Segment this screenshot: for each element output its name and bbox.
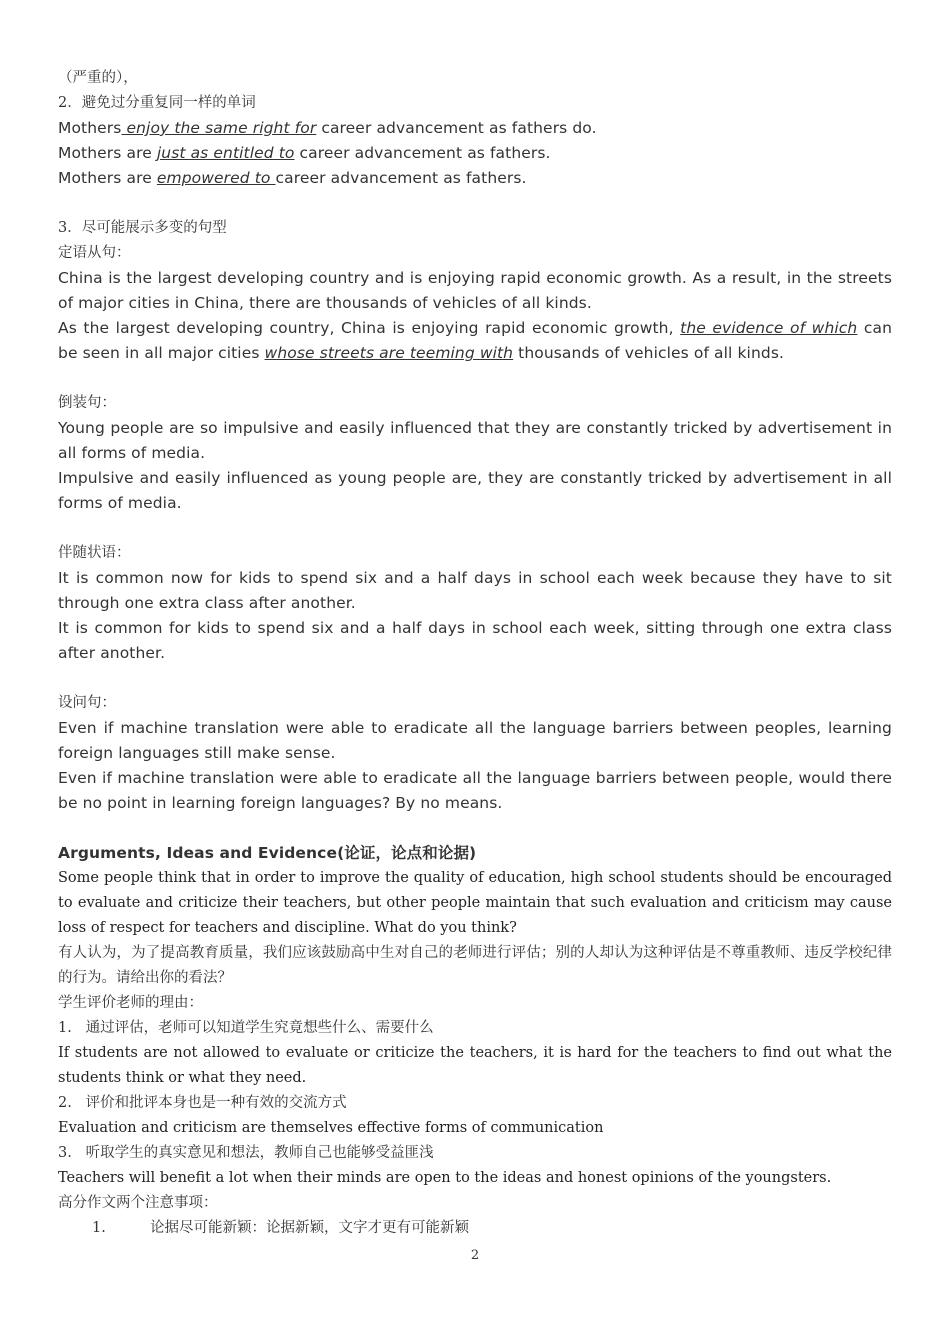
rhetorical-rewrite: Even if machine translation were able to eradicate all the language barriers between people, would there be no point in learning foreign languages? By no means. <box>58 769 892 812</box>
attributive-rewrite: As the largest developing country, China is enjoying rapid economic growth, the evidence of which can be seen in all major cities whose streets are teeming with thousands of vehicles of all kinds. <box>58 319 893 362</box>
sentence-s2: Mothers are just as entitled to career advancement as fathers. <box>58 144 551 162</box>
document-page <box>58 66 892 1241</box>
sentence-s3: Mothers are empowered to career advancement as fathers. <box>58 169 527 187</box>
adverbial-rewrite: It is common for kids to spend six and a half days in school each week, sitting through one extra class after another. <box>58 619 892 662</box>
tip-1: 1. 论据尽可能新颖：论据新颖，文字才更有可能新颖 <box>92 1220 469 1236</box>
spacer <box>58 366 892 391</box>
reason-2-en: Evaluation and criticism are themselves effective forms of communication <box>58 1120 604 1136</box>
prompt-english: Some people think that in order to improve the quality of education, high school students should be encouraged to evaluate and criticize their teachers, but other people maintain that such evaluation and criticism may cause loss of respect for teachers and discipline. What do you think? <box>58 870 892 936</box>
rhetorical-label: 设问句： <box>58 695 116 711</box>
page-number: 2 <box>470 1248 480 1263</box>
reason-1-en: If students are not allowed to evaluate or criticize the teachers, it is hard for the teachers to find out what the students think or what they need. <box>58 1045 892 1086</box>
reason-3-cn: 3. 听取学生的真实意见和想法，教师自己也能够受益匪浅 <box>58 1145 434 1161</box>
attributive-original: China is the largest developing country and is enjoying rapid economic growth. As a result, in the streets of major cities in China, there are thousands of vehicles of all kinds. <box>58 269 892 312</box>
reason-2-cn: 2. 评价和批评本身也是一种有效的交流方式 <box>58 1095 347 1111</box>
rhetorical-original: Even if machine translation were able to eradicate all the language barriers between peoples, learning foreign languages still make sense. <box>58 719 892 762</box>
sentence-s1: Mothers enjoy the same right for career advancement as fathers do. <box>58 119 597 137</box>
inversion-label: 倒装句： <box>58 395 116 411</box>
emphasis-phrase: whose streets are teeming with <box>264 344 514 362</box>
inversion-rewrite: Impulsive and easily influenced as young people are, they are constantly tricked by advertisement in all forms of media. <box>58 469 892 512</box>
reasons-label: 学生评价老师的理由： <box>58 995 203 1011</box>
reason-3-en: Teachers will benefit a lot when their minds are open to the ideas and honest opinions of the youngsters. <box>58 1170 832 1186</box>
emphasis-phrase: enjoy the same right for <box>121 119 317 137</box>
reason-1-cn: 1. 通过评估，老师可以知道学生究竟想些什么、需要什么 <box>58 1020 434 1036</box>
arguments-title: Arguments, Ideas and Evidence(论证，论点和论据) <box>58 844 477 862</box>
tips-label: 高分作文两个注意事项： <box>58 1195 218 1211</box>
emphasis-phrase: just as entitled to <box>156 144 295 162</box>
section-2-heading: 2．避免过分重复同一样的单词 <box>58 95 256 111</box>
section-3-heading: 3．尽可能展示多变的句型 <box>58 220 227 236</box>
attributive-label: 定语从句： <box>58 245 131 261</box>
spacer <box>58 516 892 541</box>
emphasis-phrase: empowered to <box>156 169 276 187</box>
spacer <box>58 666 892 691</box>
inversion-original: Young people are so impulsive and easily influenced that they are constantly tricked by advertisement in all forms of media. <box>58 419 892 462</box>
spacer <box>58 816 892 841</box>
prompt-chinese: 有人认为，为了提高教育质量，我们应该鼓励高中生对自己的老师进行评估；别的人却认为这种评估是不尊重教师、违反学校纪律的行为。请给出你的看法？ <box>58 945 892 986</box>
adverbial-original: It is common now for kids to spend six and a half days in school each week because they have to sit through one extra class after another. <box>58 569 892 612</box>
top-fragment: （严重的）， <box>58 70 138 86</box>
adverbial-label: 伴随状语： <box>58 545 131 561</box>
spacer <box>58 191 892 216</box>
emphasis-phrase: the evidence of which <box>680 319 858 337</box>
